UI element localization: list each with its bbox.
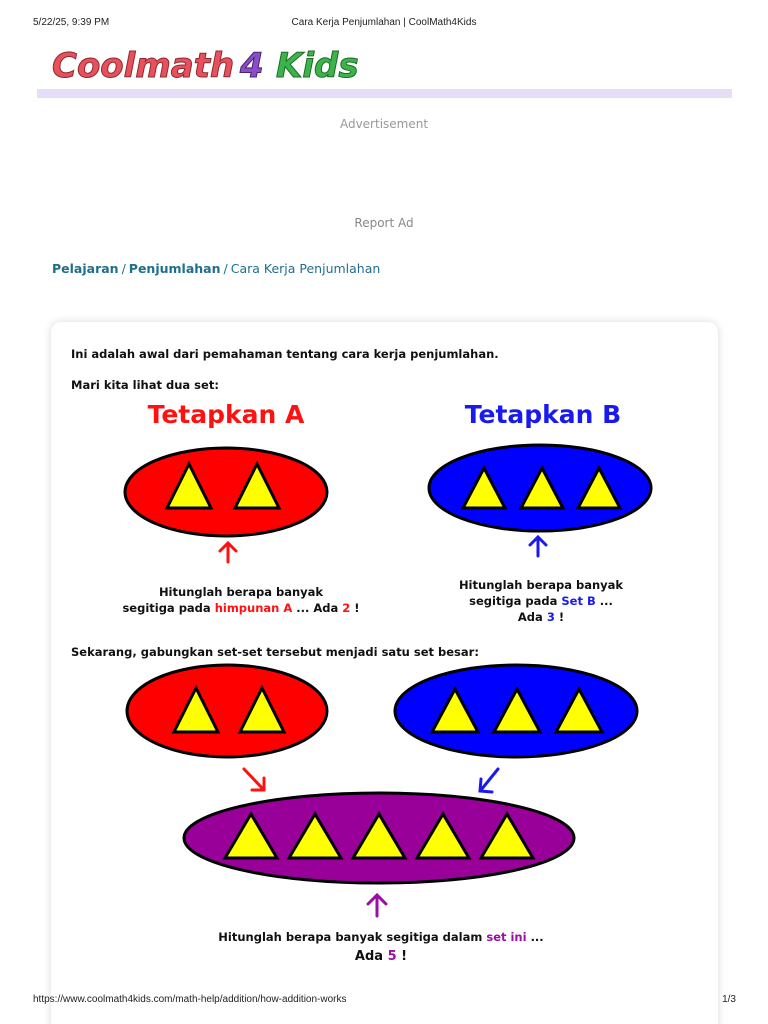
combine-set-b-triangles [432,689,602,732]
print-page-title: Cara Kerja Penjumlahan | CoolMath4Kids [291,17,477,28]
sets-diagram [51,322,718,1002]
print-footer [0,994,768,1008]
breadcrumb-separator: / [223,261,228,276]
combined-highlight: set ini [486,930,527,944]
combine-instruction-text: Sekarang, gabungkan set-set tersebut menjadi satu set besar: [71,645,479,659]
breadcrumb [52,261,380,276]
combined-count: 5 [387,949,397,964]
coolmath4kids-logo-graphic [50,40,370,86]
breadcrumb-link-pelajaran[interactable]: Pelajaran [52,261,119,276]
breadcrumb-current: Cara Kerja Penjumlahan [230,261,381,276]
set-a-highlight: himpunan A [214,601,293,615]
set-a-caption [91,584,391,616]
combine-set-a-ellipse [127,665,327,757]
print-page-number: 1/3 [722,994,736,1005]
set-a-count: 2 [342,601,351,615]
breadcrumb-separator: / [121,261,126,276]
set-b-caption-line2: segitiga pada Set B ... [469,594,613,608]
up-arrow-icon [530,537,546,556]
lesson-card [51,322,718,1024]
header-divider-bar [37,89,732,98]
set-a-caption-line1: Hitunglah berapa banyak [158,585,324,599]
advertisement-slot[interactable] [37,134,732,210]
set-b-caption [411,577,671,625]
up-arrow-icon [220,543,236,562]
down-left-arrow-icon [480,769,498,792]
set-b-count: 3 [546,610,555,624]
up-arrow-icon [368,895,386,916]
set-b-caption-line3: Ada 3 ! [517,610,565,624]
logo-kids-text: Kids [276,46,359,86]
report-ad-link[interactable]: Report Ad [354,216,414,230]
breadcrumb-link-penjumlahan[interactable]: Penjumlahan [128,261,221,276]
combined-caption: Hitunglah berapa banyak segitiga dalam set ini ... [218,930,544,944]
print-header [0,17,768,31]
set-a-caption-line2: segitiga pada himpunan A ... Ada 2 ! [122,601,360,615]
print-url: https://www.coolmath4kids.com/math-help/addition/how-addition-works [33,994,347,1005]
set-a-title: Tetapkan A [147,400,305,429]
print-datetime: 5/22/25, 9:39 PM [33,17,110,28]
logo-four-text: 4 [240,46,264,86]
advertisement-label: Advertisement [339,117,429,131]
logo-coolmath-text: Coolmath [52,46,235,86]
combined-total: Ada 5 ! [354,949,408,964]
down-right-arrow-icon [244,769,264,790]
set-b-caption-line1: Hitunglah berapa banyak [458,578,624,592]
set-a-ellipse [125,448,327,536]
site-logo[interactable] [50,40,370,86]
set-b-highlight: Set B [561,594,596,608]
set-b-triangles [463,468,620,508]
lesson-intro2-text: Mari kita lihat dua set: [71,378,219,392]
lesson-intro-text: Ini adalah awal dari pemahaman tentang cara kerja penjumlahan. [71,347,499,361]
set-b-title: Tetapkan B [464,400,622,429]
